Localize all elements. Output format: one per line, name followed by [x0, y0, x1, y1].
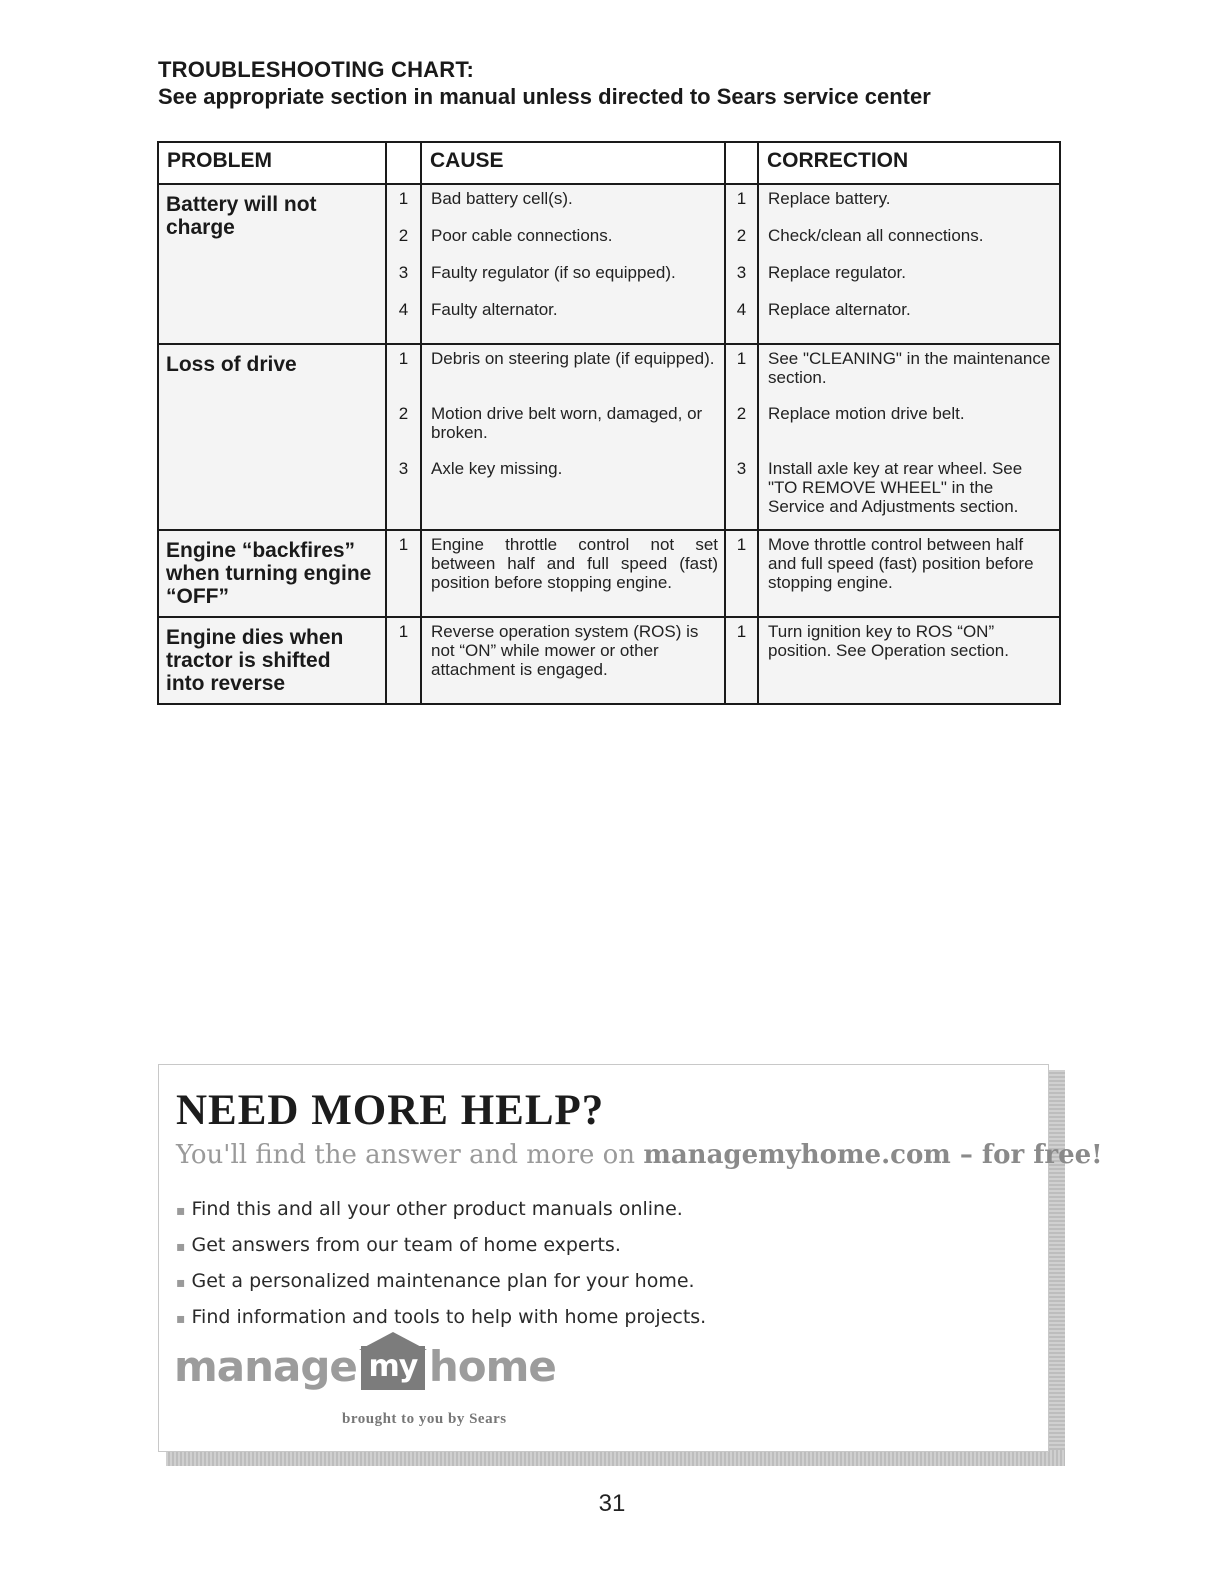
managemyhome-logo: [174, 1340, 556, 1392]
logo-part-my: my: [368, 1349, 418, 1384]
cause-num-col: [386, 344, 421, 530]
help-box-shadow: [166, 1450, 1065, 1466]
cause-text: Axle key missing.: [431, 459, 563, 478]
help-tagline: [176, 1140, 1103, 1170]
problem-cell: Engine “backfires” when turning engine “OFF”: [158, 530, 386, 617]
correction-num: 2: [736, 404, 747, 423]
correction-num: 1: [736, 535, 747, 554]
bullet-text: Get a personalized maintenance plan for your home.: [191, 1270, 695, 1292]
correction-col: [758, 617, 1060, 704]
brought-by-text: brought to you by Sears: [342, 1411, 507, 1427]
cause-num: 2: [398, 226, 409, 245]
cause-num-col: [386, 530, 421, 617]
correction-col: [758, 530, 1060, 617]
bullet-text: Get answers from our team of home experts.: [191, 1234, 621, 1256]
cause-text: Faulty regulator (if so equipped).: [431, 263, 676, 282]
cause-text: Debris on steering plate (if equipped).: [431, 349, 715, 368]
list-item: [176, 1228, 706, 1264]
correction-col: [758, 184, 1060, 344]
tagline-prefix: You'll find the answer and more on: [176, 1140, 644, 1170]
chart-title: TROUBLESHOOTING CHART:: [158, 57, 475, 82]
header-problem: PROBLEM: [158, 142, 386, 184]
bullet-text: Find this and all your other product manuals online.: [191, 1198, 683, 1220]
table-row: [158, 344, 1060, 530]
correction-text: Check/clean all connections.: [768, 226, 984, 245]
correction-col: [758, 344, 1060, 530]
correction-num: 2: [736, 226, 747, 245]
bullet-text: Find information and tools to help with home projects.: [191, 1306, 707, 1328]
cause-col: [421, 617, 725, 704]
header-num: [725, 142, 758, 184]
header-correction: CORRECTION: [758, 142, 1060, 184]
bullet-icon: ▪: [176, 1203, 186, 1219]
table-row: [158, 184, 1060, 344]
correction-num-col: [725, 530, 758, 617]
correction-text: Turn ignition key to ROS “ON” position. See Operation section.: [768, 622, 1009, 660]
cause-num: 1: [398, 535, 409, 554]
help-title: NEED MORE HELP?: [176, 1087, 605, 1134]
cause-num-col: [386, 617, 421, 704]
cause-text: Reverse operation system (ROS) is not “ON” while mower or other attachment is engaged.: [431, 622, 699, 679]
page-number: 31: [598, 1490, 626, 1517]
header-num: [386, 142, 421, 184]
list-item: [176, 1192, 706, 1228]
cause-text: Motion drive belt worn, damaged, or broken.: [431, 404, 703, 442]
bullet-icon: ▪: [176, 1275, 186, 1291]
correction-num: 4: [736, 300, 747, 319]
help-box-shadow: [1047, 1070, 1065, 1460]
house-icon: [359, 1340, 427, 1392]
list-item: [176, 1300, 706, 1336]
table-row: [158, 530, 1060, 617]
correction-text: Replace regulator.: [768, 263, 906, 282]
logo-part-manage: manage: [174, 1341, 357, 1391]
correction-text: Move throttle control between half and full speed (fast) position before stopping engine.: [768, 535, 1034, 592]
tagline-suffix: – for free!: [950, 1140, 1103, 1170]
problem-cell: Battery will not charge: [158, 184, 386, 344]
correction-num-col: [725, 184, 758, 344]
cause-num: 4: [398, 300, 409, 319]
tagline-site-link[interactable]: managemyhome.com: [643, 1140, 951, 1170]
cause-num: 1: [398, 189, 409, 208]
cause-col: [421, 344, 725, 530]
table-row: [158, 617, 1060, 704]
correction-num: 1: [736, 349, 747, 368]
correction-num-col: [725, 344, 758, 530]
correction-num: 3: [736, 459, 747, 478]
cause-text: Faulty alternator.: [431, 300, 558, 319]
problem-cell: Loss of drive: [158, 344, 386, 530]
correction-text: See "CLEANING" in the maintenance section.: [768, 349, 1051, 387]
correction-num: 1: [736, 622, 747, 641]
cause-num-col: [386, 184, 421, 344]
cause-num: 1: [398, 622, 409, 641]
cause-col: [421, 530, 725, 617]
cause-text: Engine throttle control not set between half and full speed (fast) position before stopping engine.: [431, 535, 718, 592]
logo-part-home: home: [428, 1341, 556, 1391]
correction-text: Replace motion drive belt.: [768, 404, 965, 423]
correction-num: 1: [736, 189, 747, 208]
chart-heading: [158, 56, 931, 110]
correction-text: Replace battery.: [768, 189, 891, 208]
bullet-icon: ▪: [176, 1311, 186, 1327]
cause-num: 1: [398, 349, 409, 368]
problem-cell: Engine dies when tractor is shifted into reverse: [158, 617, 386, 704]
troubleshooting-table: [157, 141, 1061, 705]
correction-num: 3: [736, 263, 747, 282]
correction-num-col: [725, 617, 758, 704]
cause-num: 2: [398, 404, 409, 423]
cause-col: [421, 184, 725, 344]
correction-text: Replace alternator.: [768, 300, 911, 319]
header-cause: CAUSE: [421, 142, 725, 184]
cause-text: Bad battery cell(s).: [431, 189, 573, 208]
cause-num: 3: [398, 459, 409, 478]
cause-text: Poor cable connections.: [431, 226, 613, 245]
correction-text: Install axle key at rear wheel. See "TO REMOVE WHEEL" in the Service and Adjustments section.: [768, 459, 1023, 516]
list-item: [176, 1264, 706, 1300]
help-bullet-list: [176, 1192, 706, 1336]
cause-num: 3: [398, 263, 409, 282]
bullet-icon: ▪: [176, 1239, 186, 1255]
chart-subtitle: See appropriate section in manual unless directed to Sears service center: [158, 84, 931, 109]
